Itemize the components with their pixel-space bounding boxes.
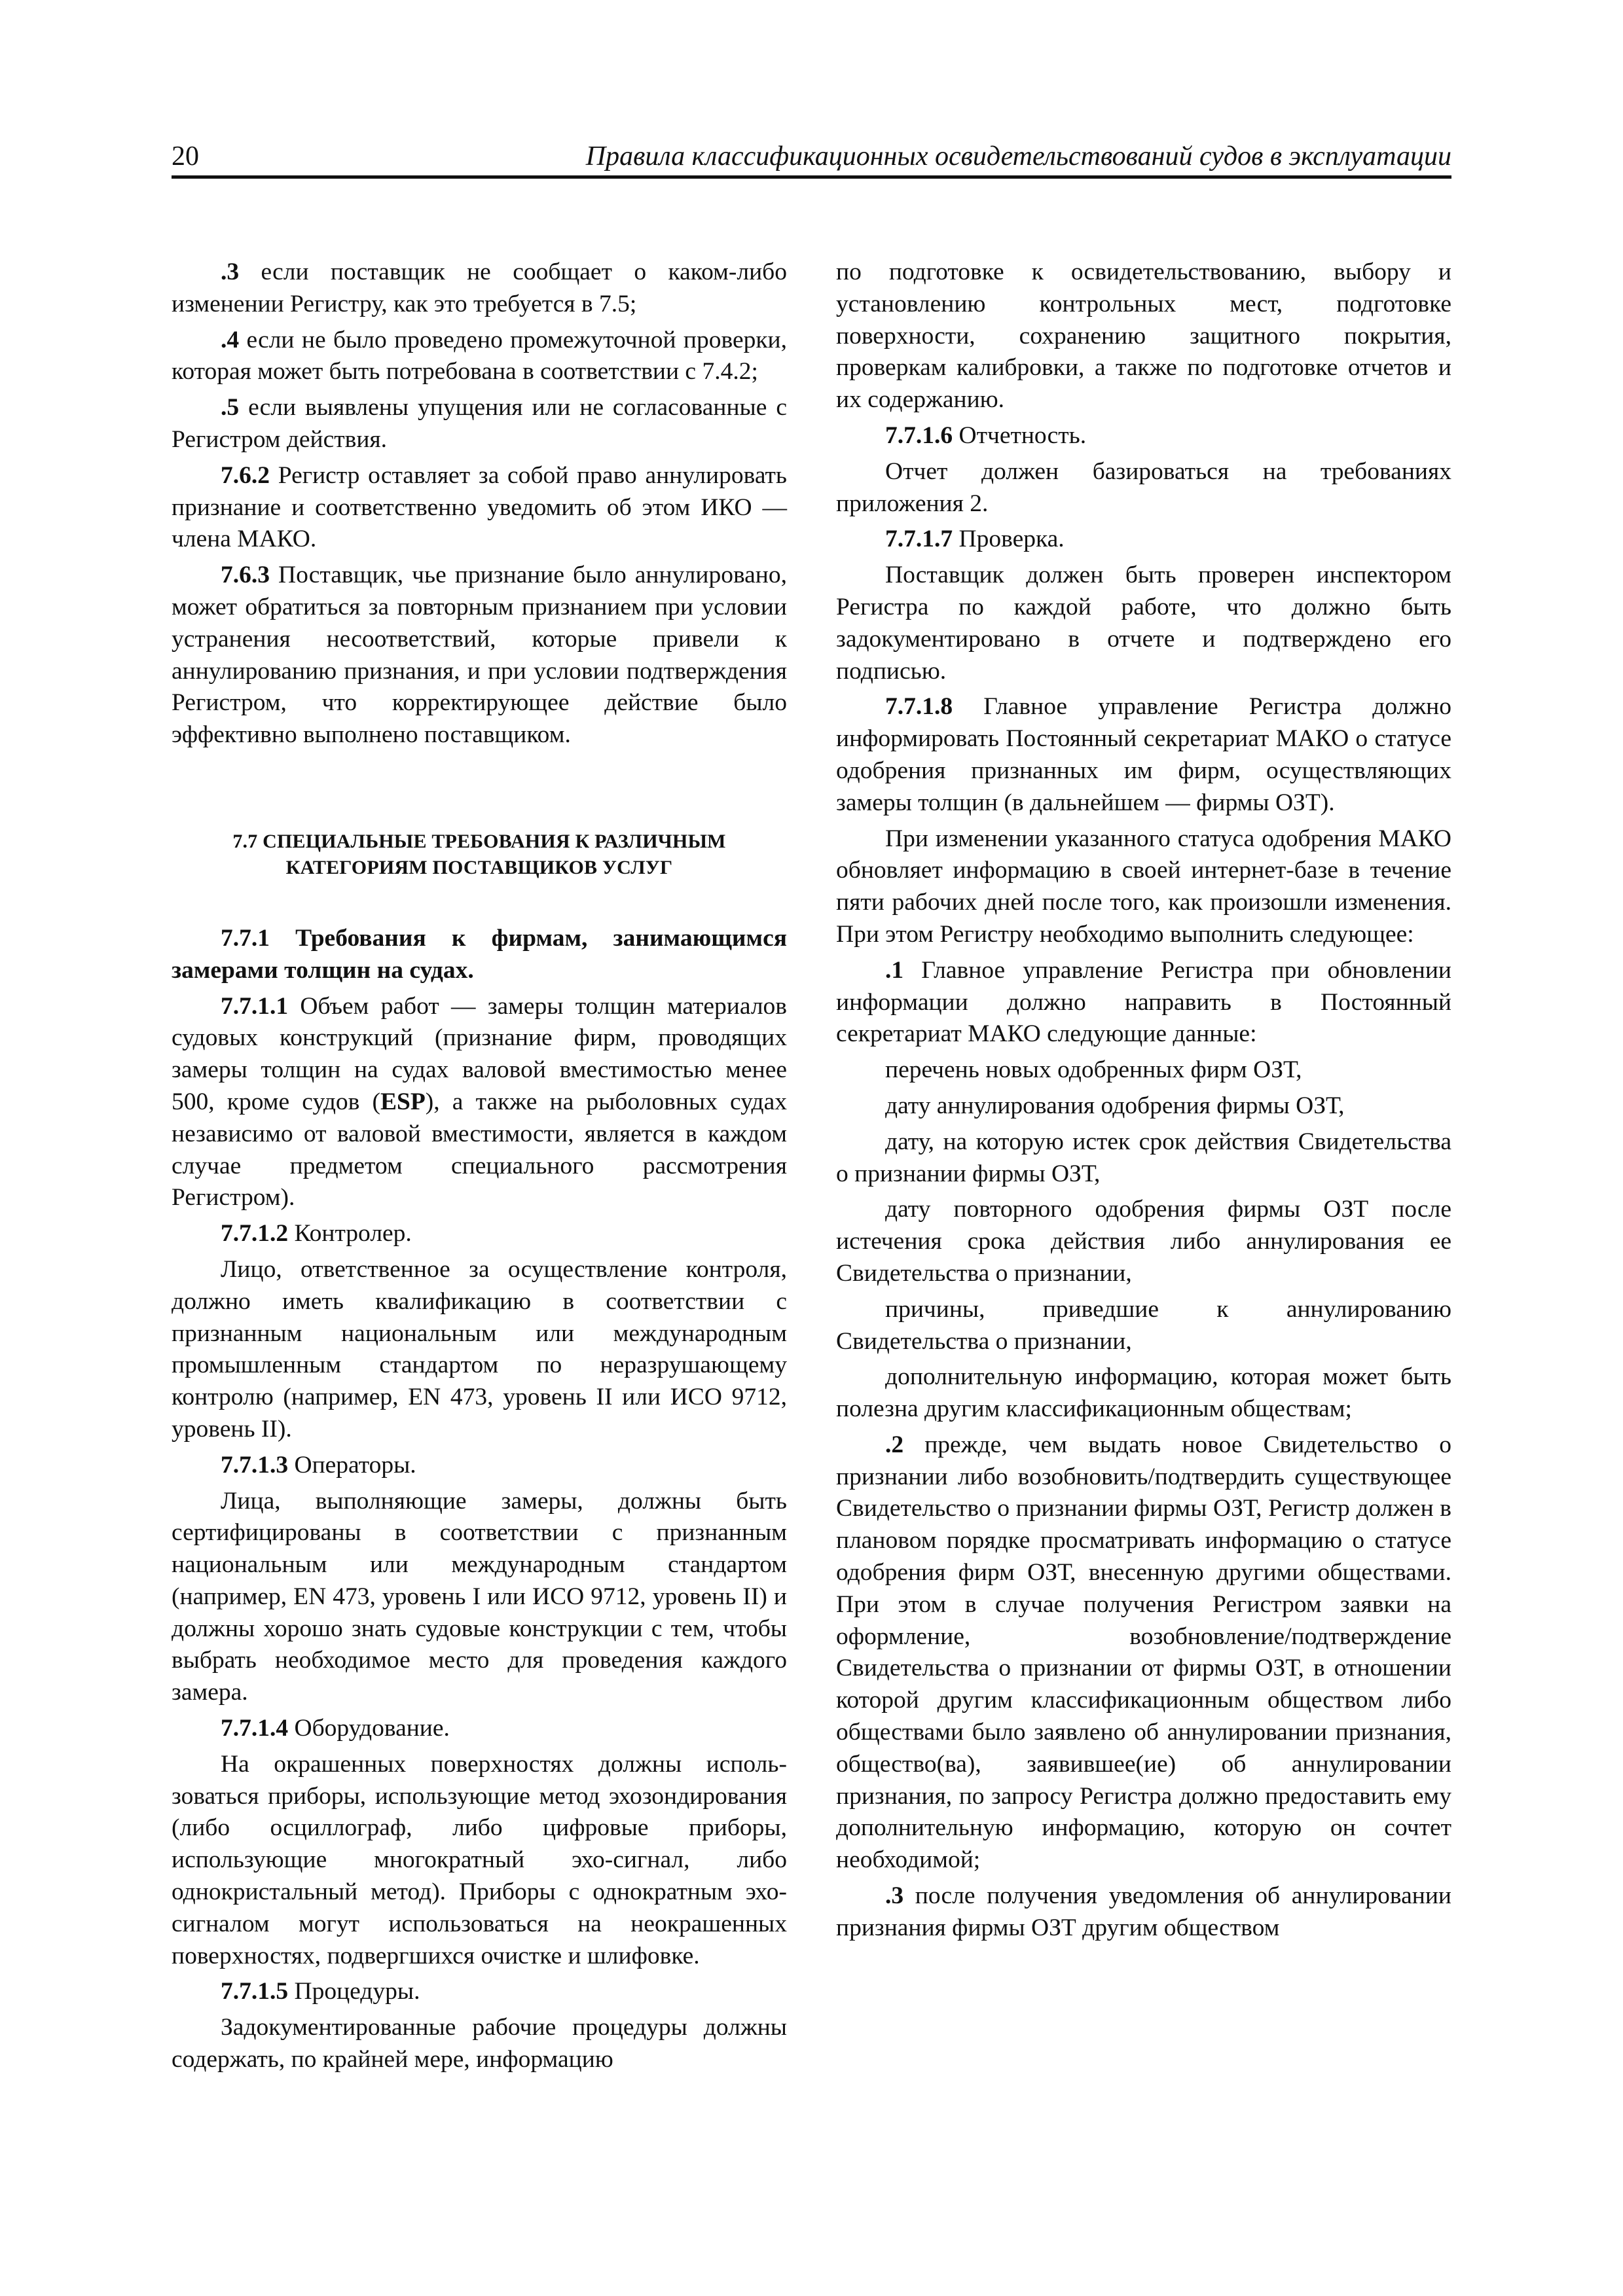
paragraph (836, 691, 1451, 819)
paragraph-text: Главное управление Регистра должно информировать Постоянный секретариат МАКО о статусе одобрения признанных им фирм, осуществляющих замеры толщин (в дальнейшем — фирмы ОЗТ). (836, 693, 1451, 816)
list-item: дату повторного одобрения фирмы ОЗТ после истечения срока действия либо аннулирования ее Свидетельства о признании, (836, 1196, 1451, 1287)
paragraph: При изменении указанного статуса одобрения МАКО обновляет информацию в своей интернет-базе в течение пяти рабочих дней после того, как произошли изменения. При этом Регистру необходимо выполнить следующее: (836, 825, 1451, 948)
paragraph: Задокументированные рабочие процедуры должны содержать, по крайней мере, информацию (172, 2014, 787, 2073)
clause-number: 7.7.1.3 (221, 1451, 289, 1479)
paragraph: Лицо, ответственное за осуществление контроля, должно иметь квалификацию в соответствии с признанным национальным или международным промышленным стандартом по неразрушающему контролю (например, EN 473, уровень II или ИСО 9712, уровень II). (172, 1255, 787, 1443)
paragraph (172, 560, 787, 751)
paragraph (836, 1429, 1451, 1876)
clause-number: 7.7.1.2 (221, 1220, 289, 1247)
list-item: дату, на которую истек срок действия Свидетельства о признании фирмы ОЗТ, (836, 1128, 1451, 1187)
paragraph (172, 1976, 787, 2008)
paragraph-text: если выявлены упущения или не согласованные с Регистром действия. (172, 394, 787, 453)
header-rule (172, 175, 1451, 179)
list-item: перечень новых одобренных фирм ОЗТ, (885, 1056, 1302, 1084)
paragraph: по подготовке к освидетельствованию, выбору и установлению контрольных мест, подготовке поверхности, сохранению защитного покрытия, проверкам калибровки, а также по подготовке отчетов и их содержанию. (836, 259, 1451, 414)
list-item: дополнительную информацию, которая может быть полезна другим классификационным обществам; (836, 1363, 1451, 1423)
clause-number: 7.6.2 (221, 461, 270, 489)
page-number: 20 (172, 141, 199, 171)
paragraph (172, 257, 787, 321)
paragraph (836, 524, 1451, 556)
paragraph-text: ), а также на рыболовных судах независимо от валовой вместимости, является в каждом случае предметом специального рассмотрения Регистром). (172, 1088, 787, 1211)
item-number: .1 (885, 956, 904, 984)
clause-number: 7.7.1.6 (885, 422, 953, 449)
item-number: .3 (221, 259, 240, 285)
clause-number: 7.7.1.8 (885, 693, 953, 721)
item-number: .2 (885, 1431, 904, 1458)
paragraph-text: Контролер. (288, 1220, 412, 1247)
clause-number: 7.7.1.5 (221, 1978, 289, 2005)
paragraph-text: Проверка. (953, 526, 1065, 553)
paragraph (172, 325, 787, 389)
left-column (172, 257, 787, 2080)
paragraph (172, 392, 787, 456)
subsection-title: 7.7.1 Требования к фирмам, занимающимся замерами толщин на судах. (172, 924, 787, 984)
list-item: дату аннулирования одобрения фирмы ОЗТ, (885, 1092, 1345, 1119)
paragraph: Поставщик должен быть проверен инспектором Регистра по каждой работе, что должно быть задокументировано в отчете и подтверждено его подписью. (836, 562, 1451, 685)
paragraph-text: после получения уведомления об аннулировании признания фирмы ОЗТ другим обществом (836, 1882, 1451, 1941)
clause-number: 7.6.3 (221, 562, 270, 589)
paragraph (836, 1880, 1451, 1945)
paragraph-text: Объем работ — замеры толщин материалов судовых конструкций (признание фирм, проводящих замеры толщин на судах валовой вместимостью менее 500, кроме судов ( (172, 992, 787, 1115)
paragraph: Лица, выполняющие замеры, должны быть сертифицированы в соответствии с признанным национальным или международным стандартом (например, EN 473, уровень I или ИСО 9712, уровень II) и должны хорошо знать судовые конструкции с тем, чтобы выбрать необходимое место для проведения каждого замера. (172, 1487, 787, 1706)
running-header: Правила классификационных освидетельствований судов в эксплуатации (585, 141, 1451, 171)
paragraph-text: Регистр оставляет за собой право аннулировать признание и соответственно уведомить об этом ИКО — члена МАКО. (172, 461, 787, 553)
paragraph (172, 1450, 787, 1482)
paragraph: На окрашенных поверхностях должны использоваться приборы, использующие метод эхозондирования (либо осциллограф, либо цифровые приборы, использующие многократный эхо-сигнал, либо однокристальный метод). Приборы с однократным эхосигналом могут использоваться на неокрашенных поверхностях, подвергшихся очистке и шлифовке. (172, 1750, 787, 1969)
paragraph-text: Процедуры. (288, 1978, 420, 2005)
clause-number: 7.7.1.7 (885, 526, 953, 553)
paragraph-text: если поставщик не сообщает о каком-либо изменении Регистру, как это требуется в 7.5; (172, 259, 787, 317)
paragraph-text: Главное управление Регистра при обновлении информации должно направить в Постоянный секретариат МАКО следующие данные: (836, 956, 1451, 1048)
paragraph (172, 991, 787, 1215)
paragraph (836, 420, 1451, 452)
section-title-line: КАТЕГОРИЯМ ПОСТАВЩИКОВ УСЛУГ (285, 856, 673, 878)
item-number: .5 (221, 394, 240, 422)
clause-number: 7.7.1.1 (221, 992, 289, 1020)
item-number: .3 (885, 1882, 904, 1910)
paragraph (172, 1713, 787, 1745)
paragraph (836, 955, 1451, 1050)
list-item: причины, приведшие к аннулированию Свидетельства о признании, (836, 1295, 1451, 1355)
section-title-line: 7.7 СПЕЦИАЛЬНЫЕ ТРЕБОВАНИЯ К РАЗЛИЧНЫМ (232, 830, 726, 852)
paragraph (172, 460, 787, 556)
paragraph-text: если не было проведено промежуточной проверки, которая может быть потребована в соответствии с 7.4.2; (172, 326, 787, 386)
paragraph (172, 1218, 787, 1250)
paragraph-text: прежде, чем выдать новое Свидетельство о признании либо возобновить/подтвердить существующее Свидетельство о признании фирмы ОЗТ, Регистр должен в плановом порядке просматривать информацию о статусе одобрения фирм ОЗТ, внесенную другими обществами. При этом в случае получения Регистром заявки на оформление, возобновление/подтверждение Свидетельства о признании от фирмы ОЗТ, в отношении которой другим классификационным обществом либо обществами было заявлено об аннулировании признания, общество(ва), заявившее(ие) об аннулировании признания, по запросу Регистра должно предоставить ему дополнительную информацию, которую он сочтет необходимой; (836, 1431, 1451, 1874)
paragraph-text: Отчетность. (953, 422, 1087, 449)
paragraph-text: Поставщик, чье признание было аннулировано, может обратиться за повторным признанием при условии устранения несоответствий, которые привели к аннулированию признания, и при условии подтверждения Регистром, что корректирующее действие было эффективно выполнено поставщиком. (172, 562, 787, 749)
clause-number: 7.7.1.4 (221, 1715, 289, 1742)
paragraph-text: Оборудование. (288, 1715, 450, 1742)
right-column (836, 257, 1451, 1948)
section-title (172, 829, 787, 881)
paragraph: Отчет должен базироваться на требованиях приложения 2. (836, 457, 1451, 517)
item-number: .4 (221, 326, 240, 353)
paragraph-text: Операторы. (288, 1451, 416, 1479)
bold-term: ESP (380, 1088, 426, 1115)
